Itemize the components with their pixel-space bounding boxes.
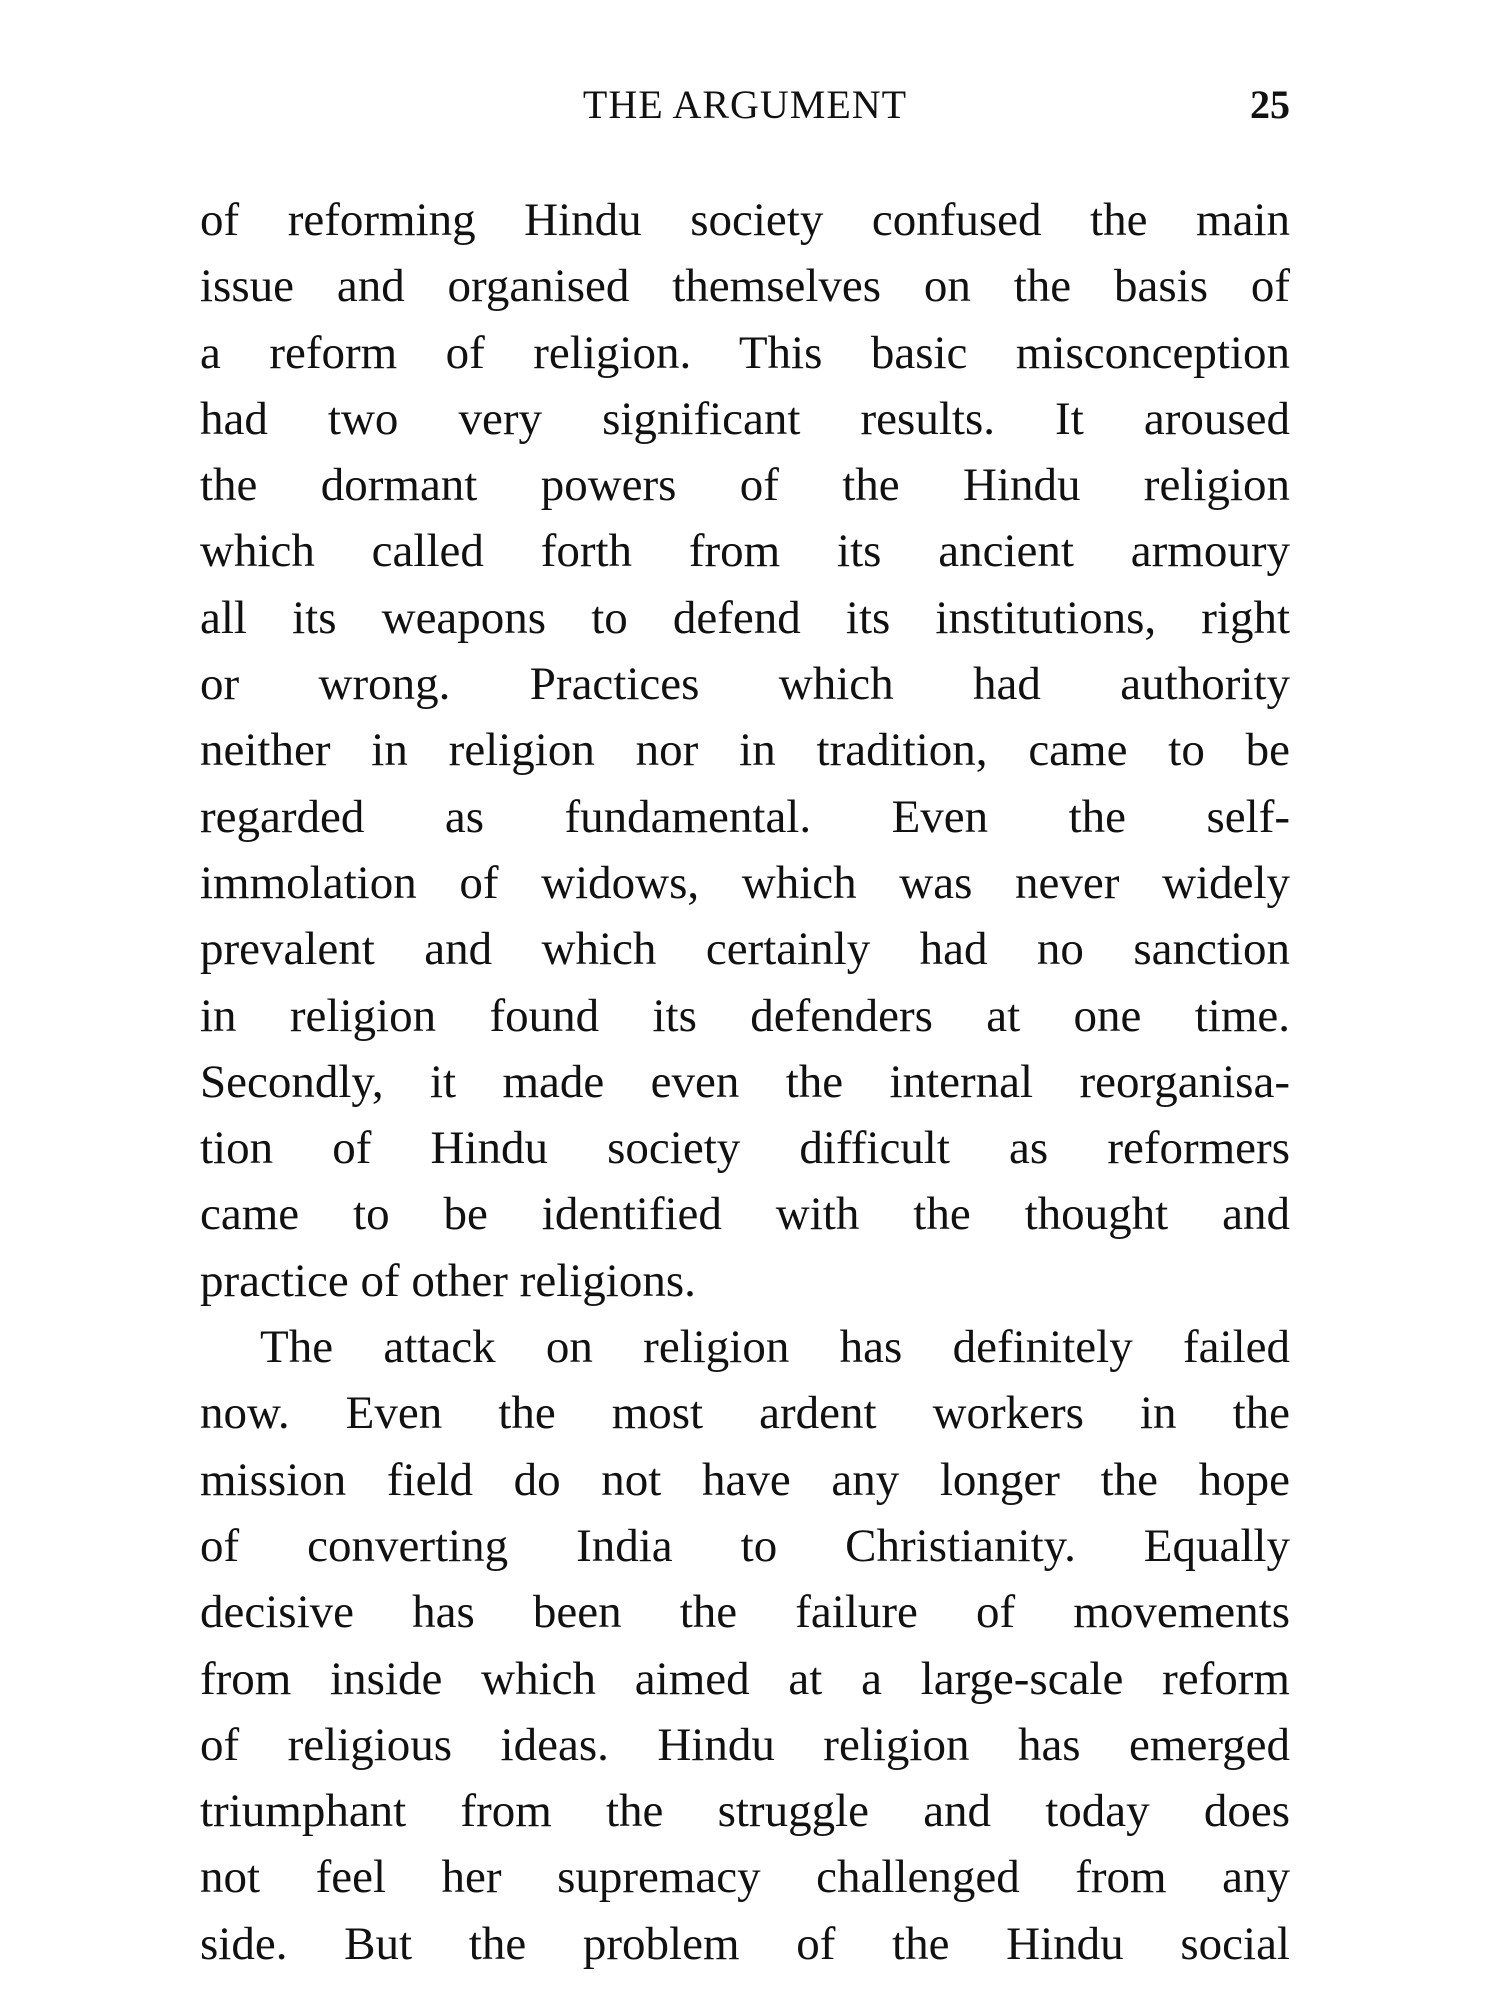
text-line: all its weapons to defend its institutions, right <box>200 591 1290 644</box>
text-line: not feel her supremacy challenged from any <box>200 1851 1290 1904</box>
text-line: regarded as fundamental. Even the self- <box>200 790 1290 843</box>
text-line: now. Even the most ardent workers in the <box>200 1387 1290 1440</box>
text-line: from inside which aimed at a large-scale reform <box>200 1652 1290 1705</box>
text-line: Secondly, it made even the internal reorganisa- <box>200 1055 1290 1108</box>
text-line: came to be identified with the thought and <box>200 1188 1290 1241</box>
text-line: issue and organised themselves on the basis of <box>200 260 1290 313</box>
text-line: in religion found its defenders at one time. <box>200 989 1290 1042</box>
text-line: or wrong. Practices which had authority <box>200 658 1290 711</box>
paragraph-end-line: practice of other religions. <box>200 1254 696 1307</box>
text-line: mission field do not have any longer the hope <box>200 1453 1290 1506</box>
text-line: prevalent and which certainly had no sanction <box>200 923 1290 976</box>
text-line: had two very significant results. It aroused <box>200 392 1290 445</box>
text-line: side. But the problem of the Hindu social <box>200 1917 1290 1970</box>
body-text <box>200 187 1290 1977</box>
text-line: decisive has been the failure of movements <box>200 1586 1290 1639</box>
text-line: triumphant from the struggle and today does <box>200 1785 1290 1838</box>
text-line: the dormant powers of the Hindu religion <box>200 459 1290 512</box>
text-line: immolation of widows, which was never widely <box>200 856 1290 909</box>
running-head <box>200 80 1290 130</box>
page-number: 25 <box>1250 82 1290 127</box>
text-line: tion of Hindu society difficult as reformers <box>200 1122 1290 1175</box>
running-title: THE ARGUMENT <box>582 82 908 127</box>
text-line: neither in religion nor in tradition, came to be <box>200 724 1290 777</box>
text-line: which called forth from its ancient armoury <box>200 525 1290 578</box>
paragraph-start-line: The attack on religion has definitely failed <box>260 1321 1290 1374</box>
text-line: of religious ideas. Hindu religion has emerged <box>200 1718 1290 1771</box>
text-line: a reform of religion. This basic misconception <box>200 326 1290 379</box>
text-line: of converting India to Christianity. Equally <box>200 1519 1290 1572</box>
text-line: of reforming Hindu society confused the main <box>200 194 1290 246</box>
